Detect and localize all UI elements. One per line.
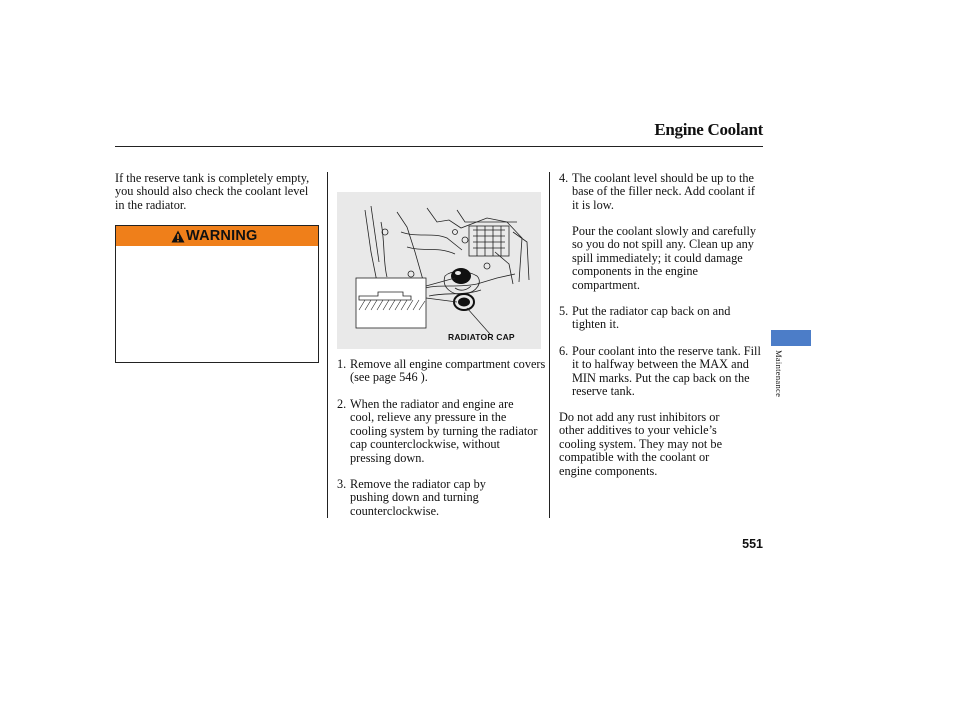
step-item <box>337 478 547 518</box>
section-label <box>776 350 786 420</box>
step-item <box>337 358 547 385</box>
step-item <box>559 305 769 332</box>
radiator-cap-illustration <box>337 192 541 349</box>
step-number: 4. <box>559 171 569 185</box>
step-text: The coolant level should be up to the base of the filler neck. Add coolant if it is low. <box>572 171 756 212</box>
section-tab <box>771 330 811 346</box>
step-number: 2. <box>337 397 347 411</box>
step-text: Pour the coolant slowly and carefully so you do not spill any. Clean up any spill immediately; it could damage components in the engine compartment. <box>572 224 757 292</box>
warning-header-bar <box>116 226 318 246</box>
column-divider-2 <box>549 172 550 518</box>
header-rule <box>115 146 763 147</box>
warning-triangle-icon <box>171 230 185 243</box>
step-item <box>559 172 769 212</box>
step-text: Remove all engine compartment covers (see page 546 ). <box>350 357 546 385</box>
page-title: Engine Coolant <box>654 120 763 139</box>
step-text: Pour coolant into the reserve tank. Fill it to halfway between the MAX and MIN marks. Put the cap back on the reserve tank. <box>572 344 761 399</box>
illustration-callout-label: RADIATOR CAP <box>448 332 515 342</box>
step-text: Remove the radiator cap by pushing down and turning counterclockwise. <box>350 477 486 518</box>
step-number: 6. <box>559 344 569 358</box>
step-number: 3. <box>337 477 347 491</box>
step-text: When the radiator and engine are cool, relieve any pressure in the cooling system by turning the radiator cap counterclockwise, without pressing down. <box>350 397 538 465</box>
page-number: 551 <box>742 537 763 551</box>
intro-paragraph: If the reserve tank is completely empty, you should also check the coolant level in the radiator. <box>115 171 310 212</box>
additive-note: Do not add any rust inhibitors or other additives to your vehicle’s cooling system. They may not be compatible with the coolant or engine components. <box>559 410 723 478</box>
step-item <box>559 345 769 399</box>
step-text: Put the radiator cap back on and tighten it. <box>572 304 731 332</box>
engine-bay-drawing <box>337 192 541 349</box>
step-number: 1. <box>337 357 347 371</box>
warning-box <box>115 225 319 363</box>
step-number: 5. <box>559 304 569 318</box>
column-divider-1 <box>327 172 328 518</box>
step-item <box>559 225 769 292</box>
section-label-text: Maintenance <box>774 350 784 398</box>
step-item <box>337 398 547 465</box>
warning-label: WARNING <box>186 228 258 244</box>
